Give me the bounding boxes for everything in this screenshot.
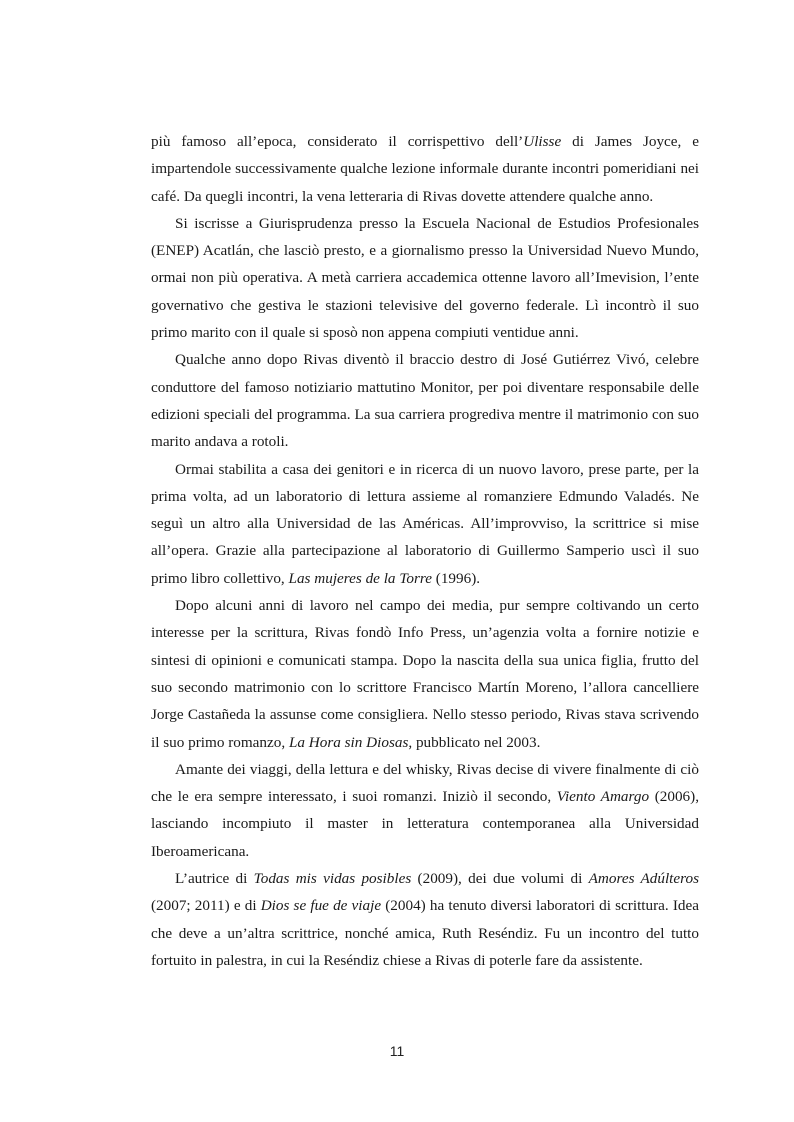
text-run: L’autrice di [175, 870, 254, 888]
paragraph-3 [151, 346, 699, 455]
text-run: Amante dei viaggi, della lettura e del whisky, Rivas decise di vivere finalmente di ciò che le era sempre interessato, i suoi romanzi. Iniziò il secondo, [151, 760, 699, 806]
text-run: (1996). [431, 569, 481, 587]
text-run: di James Joyce, e impartendole successivamente qualche lezione informale durante incontri pomeridiani nei café. Da quegli incontri, la vena letteraria di Rivas dovette attendere qualche anno. [151, 133, 699, 205]
text-run: Dopo alcuni anni di lavoro nel campo dei media, pur sempre coltivando un certo interesse per la scrittura, Rivas fondò Info Press, un’agenzia volta a fornire notizie e sintesi di opinioni e comunicati stampa. Dopo la nascita della sua unica figlia, frutto del suo secondo matrimonio con lo scrittore Francisco Martín Moreno, l’allora cancelliere Jorge Castañeda la assunse come consigliera. Nello stesso periodo, Rivas stava scrivendo il suo primo romanzo, [151, 597, 699, 751]
book-title: Todas mis vidas posibles [253, 870, 412, 888]
text-run: più famoso all’epoca, considerato il corrispettivo dell’ [151, 133, 524, 150]
page-number: 11 [389, 1043, 405, 1059]
paragraph-2 [151, 210, 699, 346]
text-run: (2007; 2011) e di [151, 897, 261, 915]
book-title: Ulisse [523, 133, 562, 150]
text-run: Si iscrisse a Giurisprudenza presso la Escuela Nacional de Estudios Profesionales (ENEP) Acatlán, che lasciò presto, e a giornalismo presso la Universidad Nuevo Mundo, ormai non più operativa. A metà carriera accademica ottenne lavoro all’Imevision, l’ente governativo che gestiva le stazioni televisive del governo federale. Lì incontrò il suo primo marito con il quale si sposò non appena compiuti ventidue anni. [151, 214, 699, 342]
text-run: (2006), lasciando incompiuto il master in letteratura contemporanea alla Universidad Iberoamericana. [151, 788, 699, 860]
paragraph-1 [151, 128, 699, 210]
paragraph-4 [151, 456, 699, 592]
book-title: Dios se fue de viaje [260, 897, 382, 915]
text-run: (2009), dei due volumi di [411, 870, 589, 888]
text-run: (2004) ha tenuto diversi laboratori di scrittura. Idea che deve a un’altra scrittrice, nonché amica, Ruth Reséndiz. Fu un incontro del tutto fortuito in palestra, in cui la Reséndiz chiese a Rivas di poterle fare da assistente. [151, 897, 699, 969]
book-title: Las mujeres de la Torre [288, 569, 432, 587]
text-run: Qualche anno dopo Rivas diventò il braccio destro di José Gutiérrez Vivó, celebre conduttore del famoso notiziario mattutino Monitor, per poi diventare responsabile delle edizioni speciali del programma. La sua carriera progrediva mentre il matrimonio con suo marito andava a rotoli. [151, 351, 699, 451]
document-body [151, 128, 699, 974]
paragraph-7 [151, 865, 699, 974]
book-title: Viento Amargo [556, 788, 650, 806]
paragraph-6 [151, 756, 699, 865]
text-run: , pubblicato nel 2003. [408, 733, 541, 751]
book-title: La Hora sin Diosas [288, 733, 409, 751]
paragraph-5 [151, 592, 699, 756]
book-title: Amores Adúlteros [588, 870, 699, 888]
text-run: Ormai stabilita a casa dei genitori e in ricerca di un nuovo lavoro, prese parte, per la prima volta, ad un laboratorio di lettura assieme al romanziere Edmundo Valadés. Ne seguì un altro alla Universidad de las Américas. All’improvviso, la scrittrice si mise all’opera. Grazie alla partecipazione al laboratorio di Guillermo Samperio uscì il suo primo libro collettivo, [151, 460, 699, 587]
